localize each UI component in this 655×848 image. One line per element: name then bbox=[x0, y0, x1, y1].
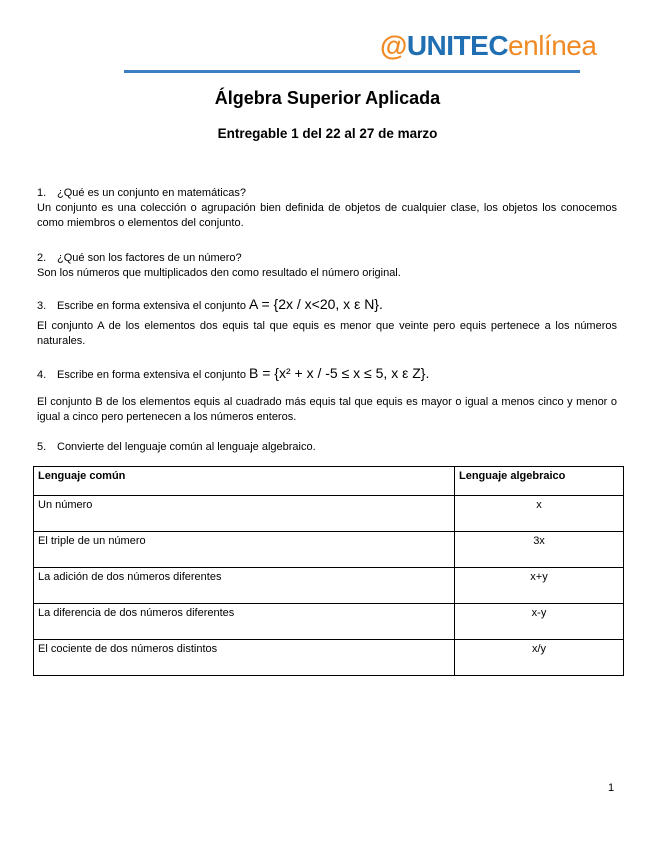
table-row bbox=[34, 568, 624, 604]
table-row bbox=[34, 532, 624, 568]
set-definition: A = {2x / x<20, x ε N}. bbox=[249, 296, 383, 312]
question-text: Escribe en forma extensiva el conjunto bbox=[57, 300, 246, 312]
question-number: 4. bbox=[37, 369, 47, 381]
logo-at: @ bbox=[380, 30, 407, 61]
cell-common: El cociente de dos números distintos bbox=[34, 640, 455, 676]
conversion-table bbox=[33, 466, 624, 676]
cell-algebraic: x-y bbox=[455, 604, 624, 640]
page-number: 1 bbox=[608, 782, 615, 794]
question-2 bbox=[37, 251, 617, 281]
question-1 bbox=[37, 186, 617, 231]
set-definition: B = {x² + x / -5 ≤ x ≤ 5, x ε Z}. bbox=[249, 365, 430, 381]
question-prompt bbox=[37, 251, 617, 266]
question-number: 2. bbox=[37, 252, 47, 264]
document-title: Álgebra Superior Aplicada bbox=[214, 88, 441, 108]
logo-sub: enlínea bbox=[508, 30, 597, 61]
question-number: 5. bbox=[37, 441, 47, 453]
table-header-row bbox=[34, 467, 624, 496]
table-row bbox=[34, 640, 624, 676]
header-divider bbox=[124, 70, 580, 73]
table-row bbox=[34, 604, 624, 640]
question-prompt bbox=[37, 440, 617, 455]
document-subtitle: Entregable 1 del 22 al 27 de marzo bbox=[217, 126, 438, 141]
column-header-algebraic: Lenguaje algebraico bbox=[455, 467, 624, 496]
logo-brand: UNITEC bbox=[406, 30, 509, 61]
unitec-logo bbox=[380, 30, 596, 62]
question-3 bbox=[37, 297, 617, 349]
cell-common: Un número bbox=[34, 496, 455, 532]
cell-common: La diferencia de dos números diferentes bbox=[34, 604, 455, 640]
question-text: ¿Qué es un conjunto en matemáticas? bbox=[57, 187, 246, 199]
cell-common: La adición de dos números diferentes bbox=[34, 568, 455, 604]
question-text: ¿Qué son los factores de un número? bbox=[57, 252, 242, 264]
cell-algebraic: 3x bbox=[455, 532, 624, 568]
question-answer: Son los números que multiplicados den como resultado el número original. bbox=[37, 267, 401, 279]
question-prompt bbox=[37, 297, 617, 314]
question-text: Escribe en forma extensiva el conjunto bbox=[57, 369, 246, 381]
column-header-common: Lenguaje común bbox=[34, 467, 455, 496]
cell-algebraic: x/y bbox=[455, 640, 624, 676]
question-answer: El conjunto A de los elementos dos equis tal que equis es menor que veinte pero equis pertenece a los números naturales. bbox=[37, 320, 617, 347]
question-prompt bbox=[37, 366, 617, 383]
question-text: Convierte del lenguaje común al lenguaje algebraico. bbox=[57, 441, 316, 453]
question-prompt bbox=[37, 186, 617, 201]
cell-algebraic: x bbox=[455, 496, 624, 532]
cell-common: El triple de un número bbox=[34, 532, 455, 568]
question-5 bbox=[37, 440, 617, 455]
question-answer: Un conjunto es una colección o agrupación bien definida de objetos de cualquier clase, los objetos los conocemos como miembros o elementos del conjunto. bbox=[37, 202, 617, 229]
question-answer: El conjunto B de los elementos equis al cuadrado más equis tal que equis es mayor o igual a menos cinco y menor o igual a cinco pero pertenecen a los números enteros. bbox=[37, 396, 617, 423]
question-number: 3. bbox=[37, 300, 47, 312]
question-4 bbox=[37, 366, 617, 425]
table-row bbox=[34, 496, 624, 532]
cell-algebraic: x+y bbox=[455, 568, 624, 604]
question-number: 1. bbox=[37, 187, 47, 199]
